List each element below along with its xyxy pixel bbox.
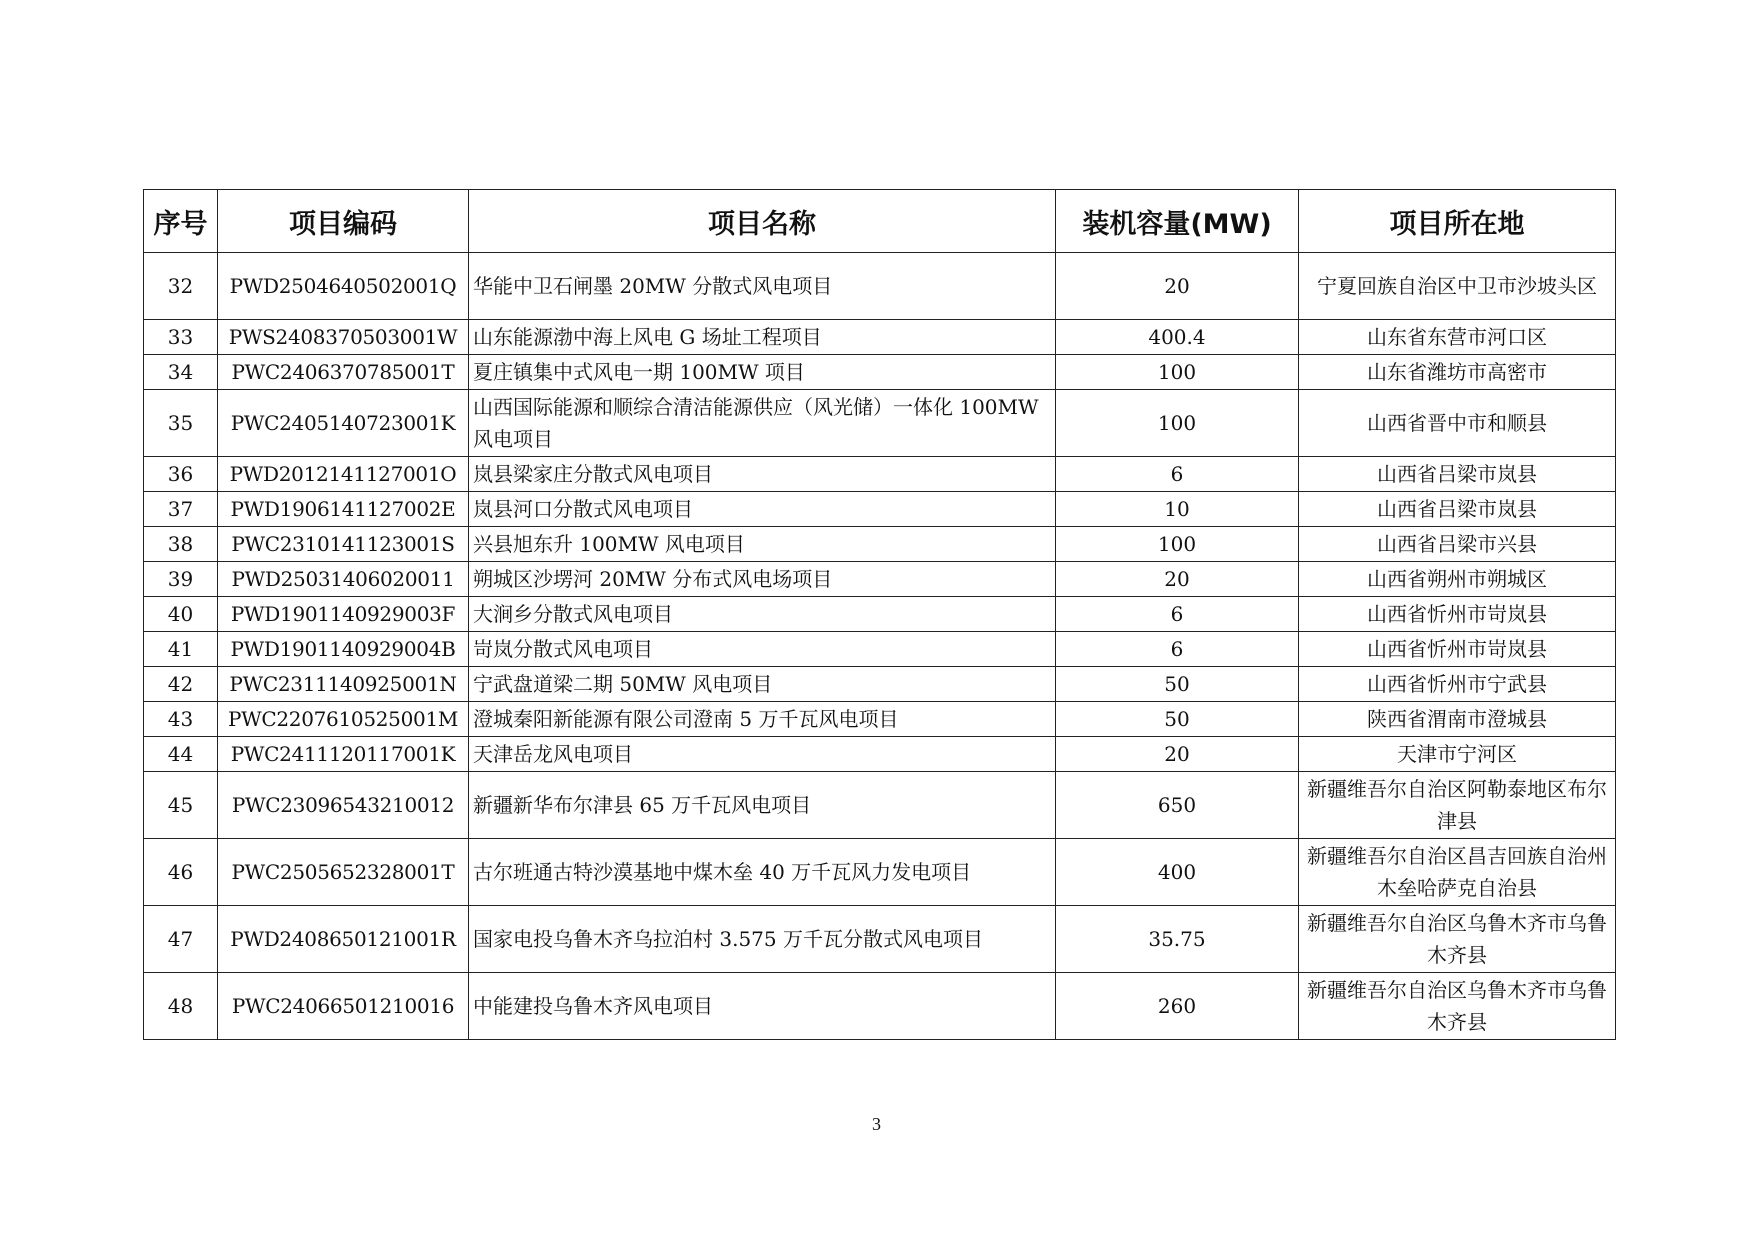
header-capacity: 装机容量(MW)	[1056, 190, 1299, 253]
row-location: 山西省晋中市和顺县	[1299, 390, 1616, 457]
row-capacity: 10	[1056, 492, 1299, 527]
row-capacity: 100	[1056, 390, 1299, 457]
row-capacity: 50	[1056, 702, 1299, 737]
table-row	[144, 320, 1616, 355]
table-row	[144, 702, 1616, 737]
table-row	[144, 772, 1616, 839]
table-row	[144, 597, 1616, 632]
row-capacity: 6	[1056, 457, 1299, 492]
table-row	[144, 253, 1616, 320]
row-location: 山西省忻州市岢岚县	[1299, 597, 1616, 632]
table-row	[144, 355, 1616, 390]
row-name: 古尔班通古特沙漠基地中煤木垒 40 万千瓦风力发电项目	[469, 839, 1056, 906]
row-index: 46	[144, 839, 218, 906]
row-code: PWC2207610525001M	[218, 702, 469, 737]
row-location: 山西省忻州市宁武县	[1299, 667, 1616, 702]
row-name: 新疆新华布尔津县 65 万千瓦风电项目	[469, 772, 1056, 839]
row-capacity: 6	[1056, 597, 1299, 632]
row-capacity: 400	[1056, 839, 1299, 906]
table-header-row	[144, 190, 1616, 253]
row-code: PWC2310141123001S	[218, 527, 469, 562]
row-capacity: 100	[1056, 355, 1299, 390]
row-code: PWC2405140723001K	[218, 390, 469, 457]
project-table	[143, 189, 1616, 1040]
row-location: 天津市宁河区	[1299, 737, 1616, 772]
row-index: 40	[144, 597, 218, 632]
table-row	[144, 906, 1616, 973]
row-code: PWD2408650121001R	[218, 906, 469, 973]
row-name: 华能中卫石闸墨 20MW 分散式风电项目	[469, 253, 1056, 320]
row-capacity: 20	[1056, 562, 1299, 597]
row-index: 39	[144, 562, 218, 597]
row-capacity: 400.4	[1056, 320, 1299, 355]
row-index: 43	[144, 702, 218, 737]
row-index: 48	[144, 973, 218, 1040]
table-row	[144, 839, 1616, 906]
row-code: PWD1901140929003F	[218, 597, 469, 632]
row-capacity: 50	[1056, 667, 1299, 702]
row-location: 山东省东营市河口区	[1299, 320, 1616, 355]
table-row	[144, 527, 1616, 562]
row-location: 新疆维吾尔自治区乌鲁木齐市乌鲁木齐县	[1299, 906, 1616, 973]
row-capacity: 6	[1056, 632, 1299, 667]
row-code: PWD25031406020011	[218, 562, 469, 597]
row-code: PWS2408370503001W	[218, 320, 469, 355]
row-index: 36	[144, 457, 218, 492]
row-name: 岚县梁家庄分散式风电项目	[469, 457, 1056, 492]
row-capacity: 35.75	[1056, 906, 1299, 973]
row-location: 宁夏回族自治区中卫市沙坡头区	[1299, 253, 1616, 320]
table-row	[144, 492, 1616, 527]
row-name: 朔城区沙塄河 20MW 分布式风电场项目	[469, 562, 1056, 597]
row-name: 山西国际能源和顺综合清洁能源供应（风光储）一体化 100MW 风电项目	[469, 390, 1056, 457]
row-index: 41	[144, 632, 218, 667]
row-location: 陕西省渭南市澄城县	[1299, 702, 1616, 737]
row-name: 岚县河口分散式风电项目	[469, 492, 1056, 527]
row-location: 山西省吕梁市岚县	[1299, 457, 1616, 492]
row-code: PWC2411120117001K	[218, 737, 469, 772]
row-location: 新疆维吾尔自治区阿勒泰地区布尔津县	[1299, 772, 1616, 839]
row-name: 夏庄镇集中式风电一期 100MW 项目	[469, 355, 1056, 390]
row-code: PWC24066501210016	[218, 973, 469, 1040]
row-location: 山西省吕梁市岚县	[1299, 492, 1616, 527]
row-index: 33	[144, 320, 218, 355]
table-row	[144, 457, 1616, 492]
row-name: 山东能源渤中海上风电 G 场址工程项目	[469, 320, 1056, 355]
row-name: 大涧乡分散式风电项目	[469, 597, 1056, 632]
table-row	[144, 632, 1616, 667]
row-code: PWC23096543210012	[218, 772, 469, 839]
row-index: 35	[144, 390, 218, 457]
row-name: 中能建投乌鲁木齐风电项目	[469, 973, 1056, 1040]
table-row	[144, 562, 1616, 597]
row-index: 42	[144, 667, 218, 702]
row-index: 44	[144, 737, 218, 772]
row-location: 山东省潍坊市高密市	[1299, 355, 1616, 390]
row-name: 兴县旭东升 100MW 风电项目	[469, 527, 1056, 562]
row-location: 山西省忻州市岢岚县	[1299, 632, 1616, 667]
row-index: 45	[144, 772, 218, 839]
row-name: 国家电投乌鲁木齐乌拉泊村 3.575 万千瓦分散式风电项目	[469, 906, 1056, 973]
row-location: 山西省朔州市朔城区	[1299, 562, 1616, 597]
header-code: 项目编码	[218, 190, 469, 253]
row-index: 37	[144, 492, 218, 527]
row-code: PWD1906141127002E	[218, 492, 469, 527]
row-capacity: 260	[1056, 973, 1299, 1040]
row-location: 新疆维吾尔自治区乌鲁木齐市乌鲁木齐县	[1299, 973, 1616, 1040]
table-row	[144, 973, 1616, 1040]
row-code: PWC2505652328001T	[218, 839, 469, 906]
row-name: 澄城秦阳新能源有限公司澄南 5 万千瓦风电项目	[469, 702, 1056, 737]
row-location: 山西省吕梁市兴县	[1299, 527, 1616, 562]
header-name: 项目名称	[469, 190, 1056, 253]
row-index: 38	[144, 527, 218, 562]
row-capacity: 100	[1056, 527, 1299, 562]
row-capacity: 650	[1056, 772, 1299, 839]
row-location: 新疆维吾尔自治区昌吉回族自治州木垒哈萨克自治县	[1299, 839, 1616, 906]
row-name: 天津岳龙风电项目	[469, 737, 1056, 772]
row-index: 32	[144, 253, 218, 320]
table-row	[144, 390, 1616, 457]
row-code: PWC2406370785001T	[218, 355, 469, 390]
page-number: 3	[872, 1114, 881, 1134]
table-row	[144, 667, 1616, 702]
header-location: 项目所在地	[1299, 190, 1616, 253]
row-code: PWC2311140925001N	[218, 667, 469, 702]
row-name: 岢岚分散式风电项目	[469, 632, 1056, 667]
row-index: 47	[144, 906, 218, 973]
row-code: PWD1901140929004B	[218, 632, 469, 667]
header-index: 序号	[144, 190, 218, 253]
row-code: PWD2504640502001Q	[218, 253, 469, 320]
table-row	[144, 737, 1616, 772]
row-code: PWD2012141127001O	[218, 457, 469, 492]
row-index: 34	[144, 355, 218, 390]
row-capacity: 20	[1056, 253, 1299, 320]
row-name: 宁武盘道梁二期 50MW 风电项目	[469, 667, 1056, 702]
row-capacity: 20	[1056, 737, 1299, 772]
